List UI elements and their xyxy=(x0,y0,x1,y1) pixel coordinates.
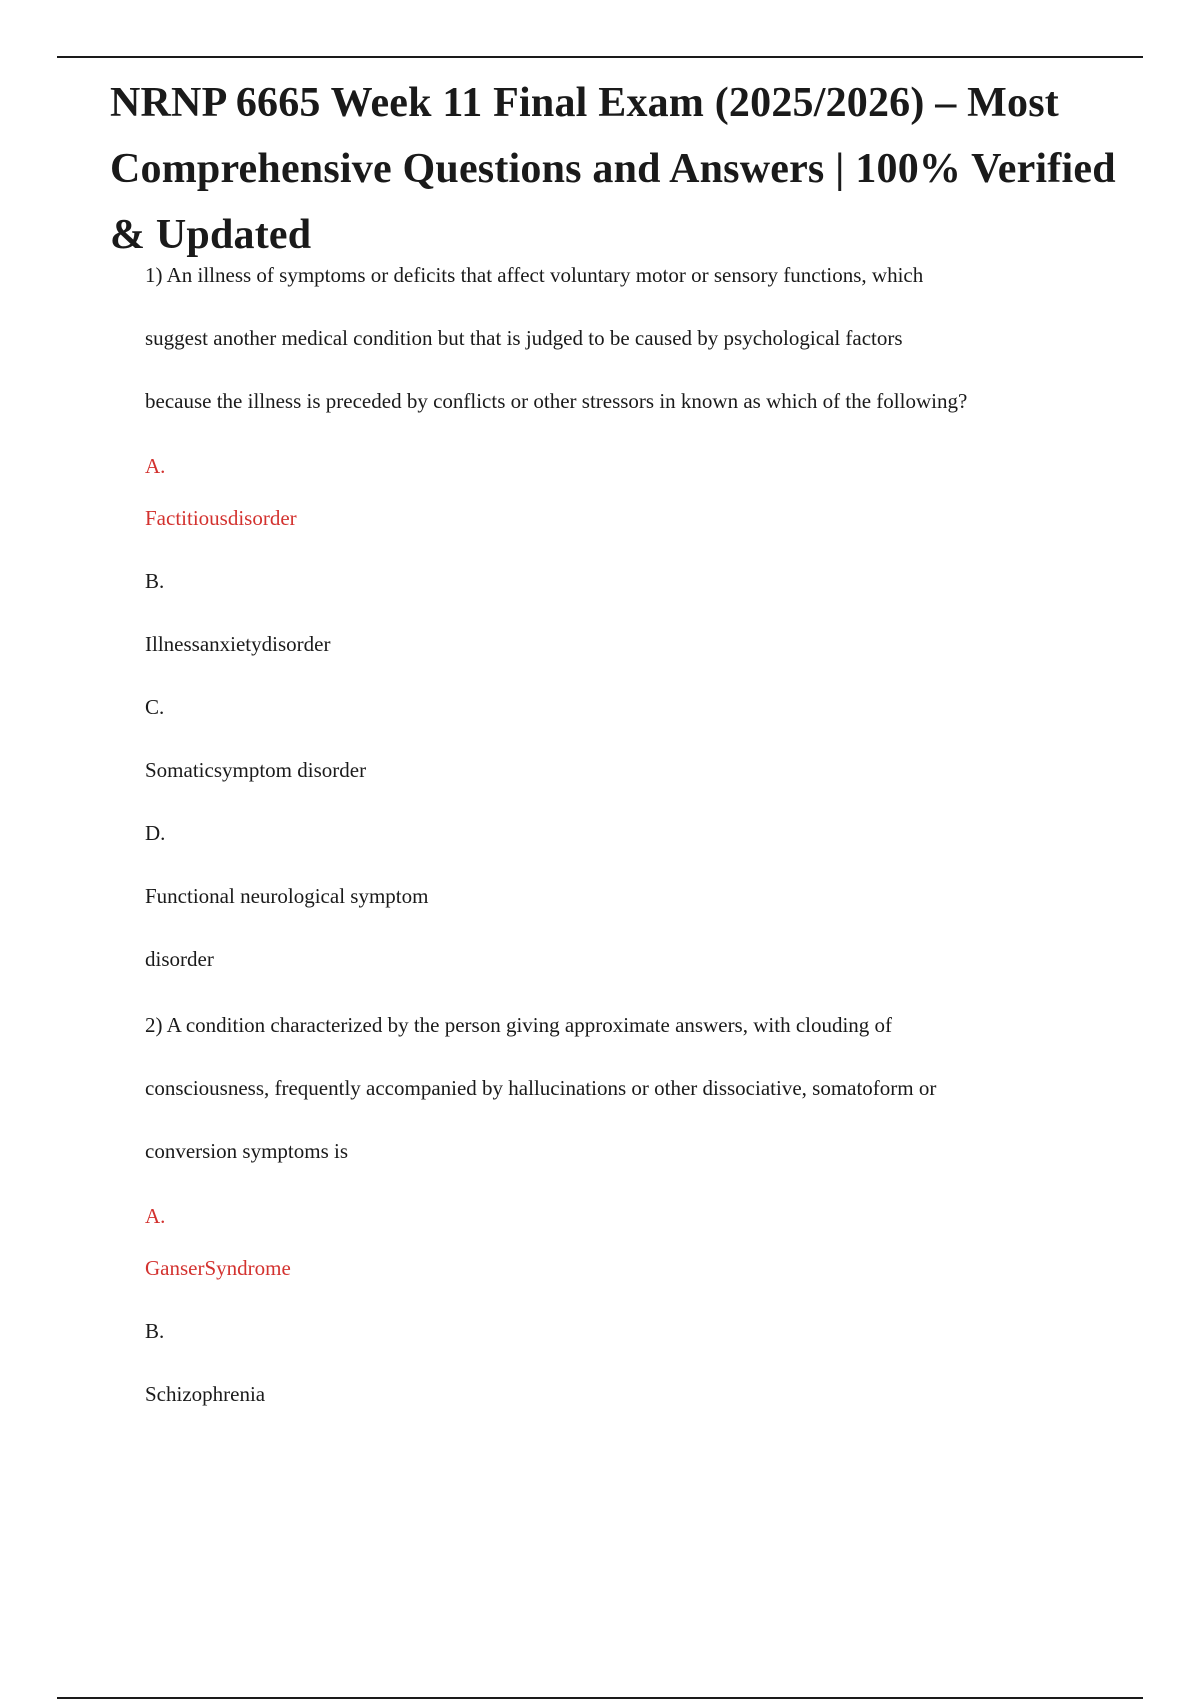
q2-option-a-text: GanserSyndrome xyxy=(145,1256,291,1280)
document-title: NRNP 6665 Week 11 Final Exam (2025/2026) – Most Comprehensive Questions and Answers | 100% Verified & Updated xyxy=(110,80,1116,258)
bottom-rule xyxy=(57,1697,1143,1699)
q2-option-b-letter: B. xyxy=(145,1319,165,1343)
q2-stem-line-2: consciousness, frequently accompanied by hallucinations or other dissociative, somatoform or xyxy=(145,1076,937,1100)
q1-stem-line-3: because the illness is preceded by conflicts or other stressors in known as which of the following? xyxy=(145,389,968,413)
q1-option-b-letter: B. xyxy=(145,569,165,593)
q1-option-b-text: Illnessanxietydisorder xyxy=(145,632,331,656)
q1-option-d-text: Functional neurological symptom xyxy=(145,884,429,908)
q1-option-a-letter: A. xyxy=(145,454,166,478)
q2-stem-line-1: 2) A condition characterized by the person giving approximate answers, with clouding of xyxy=(145,1013,893,1037)
q1-option-d-text-cont: disorder xyxy=(145,947,214,971)
q1-stem-line-1: 1) An illness of symptoms or deficits that affect voluntary motor or sensory functions, which xyxy=(145,263,924,287)
q1-option-c-letter: C. xyxy=(145,695,165,719)
top-rule xyxy=(57,56,1143,58)
q1-option-a-text: Factitiousdisorder xyxy=(145,506,297,530)
q2-stem-line-3: conversion symptoms is xyxy=(145,1139,348,1163)
q1-stem-line-2: suggest another medical condition but that is judged to be caused by psychological factors xyxy=(145,326,903,350)
q2-option-a-letter: A. xyxy=(145,1204,166,1228)
q2-option-b-text: Schizophrenia xyxy=(145,1382,266,1406)
q1-option-c-text: Somaticsymptom disorder xyxy=(145,758,367,782)
q1-option-d-letter: D. xyxy=(145,821,166,845)
